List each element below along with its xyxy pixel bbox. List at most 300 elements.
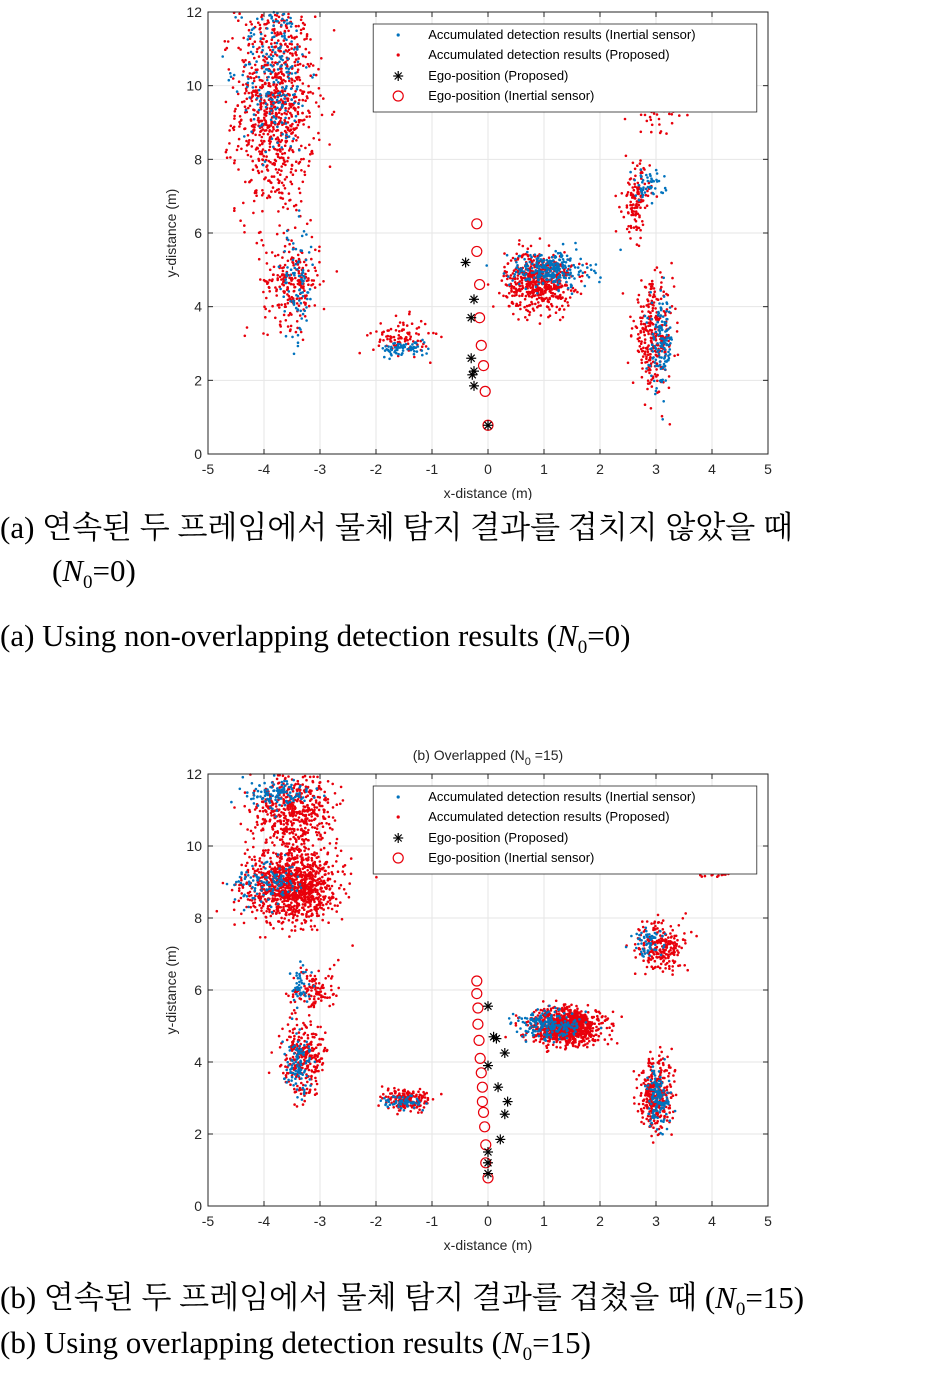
point-proposed — [292, 996, 295, 999]
point-inertial — [285, 71, 288, 74]
point-proposed — [634, 197, 637, 200]
point-proposed — [307, 839, 310, 842]
point-inertial — [280, 95, 283, 98]
point-proposed — [641, 362, 644, 365]
point-inertial — [660, 191, 663, 194]
point-inertial — [268, 112, 271, 115]
point-proposed — [648, 382, 651, 385]
point-proposed — [281, 182, 284, 185]
point-proposed — [335, 898, 338, 901]
point-proposed — [308, 1014, 311, 1017]
point-proposed — [265, 40, 268, 43]
point-proposed — [636, 298, 639, 301]
point-proposed — [268, 194, 271, 197]
point-proposed — [295, 209, 298, 212]
point-proposed — [256, 51, 259, 54]
y-tick-label: 2 — [194, 372, 202, 388]
point-proposed — [296, 788, 299, 791]
point-proposed — [275, 288, 278, 291]
point-proposed — [319, 796, 322, 799]
point-proposed — [270, 124, 273, 127]
point-proposed — [268, 820, 271, 823]
point-proposed — [286, 1057, 289, 1060]
point-proposed — [665, 132, 668, 135]
point-inertial — [283, 13, 286, 16]
point-proposed — [276, 54, 279, 57]
point-proposed — [510, 259, 513, 262]
point-proposed — [252, 139, 255, 142]
point-proposed — [260, 120, 263, 123]
point-inertial — [565, 281, 568, 284]
point-inertial — [525, 267, 528, 270]
point-proposed — [642, 355, 645, 358]
point-proposed — [233, 909, 236, 912]
point-inertial — [309, 288, 312, 291]
point-proposed — [636, 164, 639, 167]
point-proposed — [250, 91, 253, 94]
point-proposed — [632, 162, 635, 165]
point-proposed — [275, 805, 278, 808]
point-proposed — [532, 259, 535, 262]
point-proposed — [627, 225, 630, 228]
point-inertial — [665, 322, 668, 325]
point-proposed — [282, 841, 285, 844]
point-inertial — [302, 271, 305, 274]
point-proposed — [525, 295, 528, 298]
point-proposed — [293, 977, 296, 980]
point-proposed — [294, 808, 297, 811]
point-inertial — [562, 243, 565, 246]
point-proposed — [240, 864, 243, 867]
point-proposed — [277, 129, 280, 132]
point-proposed — [643, 323, 646, 326]
point-proposed — [648, 164, 651, 167]
point-inertial — [662, 277, 665, 280]
point-inertial — [655, 169, 658, 172]
point-proposed — [295, 819, 298, 822]
point-proposed — [277, 188, 280, 191]
point-proposed — [307, 91, 310, 94]
point-inertial — [305, 319, 308, 322]
point-proposed — [330, 989, 333, 992]
point-inertial — [645, 367, 648, 370]
point-inertial — [302, 295, 305, 298]
point-proposed — [313, 870, 316, 873]
point-inertial — [669, 306, 672, 309]
point-proposed — [286, 140, 289, 143]
point-inertial — [553, 262, 556, 265]
point-proposed — [296, 43, 299, 46]
point-proposed — [522, 253, 525, 256]
point-proposed — [324, 870, 327, 873]
point-proposed — [300, 331, 303, 334]
point-proposed — [251, 160, 254, 163]
point-proposed — [440, 336, 443, 339]
point-proposed — [248, 92, 251, 95]
point-proposed — [502, 275, 505, 278]
point-proposed — [274, 96, 277, 99]
point-proposed — [272, 835, 275, 838]
point-proposed — [317, 867, 320, 870]
point-proposed — [320, 890, 323, 893]
point-proposed — [247, 141, 250, 144]
point-proposed — [308, 111, 311, 114]
point-proposed — [276, 894, 279, 897]
point-proposed — [262, 332, 265, 335]
point-proposed — [289, 838, 292, 841]
point-inertial — [272, 102, 275, 105]
point-proposed — [307, 85, 310, 88]
point-proposed — [390, 336, 393, 339]
point-proposed — [658, 118, 661, 121]
point-inertial — [650, 177, 653, 180]
point-proposed — [641, 220, 644, 223]
point-proposed — [263, 854, 266, 857]
point-proposed — [305, 818, 308, 821]
point-proposed — [297, 106, 300, 109]
point-proposed — [293, 1088, 296, 1091]
point-inertial — [582, 272, 585, 275]
point-proposed — [283, 900, 286, 903]
point-proposed — [305, 115, 308, 118]
point-proposed — [505, 283, 508, 286]
point-proposed — [544, 285, 547, 288]
point-proposed — [288, 192, 291, 195]
point-proposed — [284, 815, 287, 818]
point-proposed — [286, 842, 289, 845]
point-proposed — [253, 77, 256, 80]
point-proposed — [258, 134, 261, 137]
point-proposed — [508, 305, 511, 308]
point-proposed — [514, 281, 517, 284]
point-inertial — [584, 285, 587, 288]
point-proposed — [640, 348, 643, 351]
point-proposed — [267, 19, 270, 22]
point-proposed — [250, 894, 253, 897]
point-proposed — [648, 353, 651, 356]
point-inertial — [260, 37, 263, 40]
point-inertial — [247, 38, 250, 41]
point-proposed — [333, 964, 336, 967]
point-inertial — [265, 102, 268, 105]
point-inertial — [276, 126, 279, 129]
point-proposed — [240, 913, 243, 916]
point-proposed — [284, 187, 287, 190]
point-proposed — [319, 906, 322, 909]
point-proposed — [398, 334, 401, 337]
point-proposed — [633, 210, 636, 213]
point-proposed — [319, 894, 322, 897]
point-inertial — [531, 263, 534, 266]
point-proposed — [287, 157, 290, 160]
point-inertial — [638, 199, 641, 202]
point-proposed — [290, 239, 293, 242]
point-inertial — [579, 258, 582, 261]
point-proposed — [432, 332, 435, 335]
point-proposed — [333, 29, 336, 32]
point-inertial — [661, 418, 664, 421]
point-proposed — [315, 801, 318, 804]
point-proposed — [225, 151, 228, 154]
point-proposed — [262, 884, 265, 887]
point-proposed — [301, 874, 304, 877]
point-proposed — [379, 338, 382, 341]
point-proposed — [651, 280, 654, 283]
point-inertial — [247, 35, 250, 38]
point-proposed — [301, 922, 304, 925]
point-proposed — [272, 927, 275, 930]
point-inertial — [647, 180, 650, 183]
point-proposed — [254, 64, 257, 67]
point-inertial — [413, 353, 416, 356]
point-proposed — [306, 35, 309, 38]
point-proposed — [318, 809, 321, 812]
point-inertial — [655, 331, 658, 334]
point-proposed — [310, 853, 313, 856]
point-proposed — [372, 348, 375, 351]
point-proposed — [319, 833, 322, 836]
point-proposed — [281, 843, 284, 846]
point-inertial — [664, 356, 667, 359]
point-proposed — [651, 310, 654, 313]
point-proposed — [318, 261, 321, 264]
point-proposed — [668, 375, 671, 378]
point-proposed — [287, 260, 290, 263]
point-inertial — [271, 32, 274, 35]
point-proposed — [292, 283, 295, 286]
point-proposed — [638, 336, 641, 339]
point-inertial — [515, 266, 518, 269]
point-proposed — [316, 908, 319, 911]
point-proposed — [257, 117, 260, 120]
point-proposed — [514, 278, 517, 281]
point-proposed — [527, 247, 530, 250]
point-proposed — [518, 243, 521, 246]
point-proposed — [256, 48, 259, 51]
point-proposed — [237, 93, 240, 96]
point-inertial — [658, 353, 661, 356]
point-inertial — [400, 353, 403, 356]
point-proposed — [281, 267, 284, 270]
point-proposed — [294, 134, 297, 137]
point-proposed — [328, 996, 331, 999]
point-proposed — [310, 819, 313, 822]
point-inertial — [283, 94, 286, 97]
point-proposed — [298, 820, 301, 823]
point-inertial — [649, 291, 652, 294]
point-inertial — [287, 239, 290, 242]
point-inertial — [530, 256, 533, 259]
point-proposed — [271, 251, 274, 254]
point-proposed — [233, 209, 236, 212]
point-proposed — [234, 110, 237, 113]
point-proposed — [298, 816, 301, 819]
point-proposed — [266, 334, 269, 337]
point-proposed — [270, 915, 273, 918]
point-proposed — [268, 279, 271, 282]
point-inertial — [290, 145, 293, 148]
point-proposed — [294, 1012, 297, 1015]
legend-entry: Ego-position (Inertial sensor) — [428, 88, 594, 103]
point-inertial — [303, 275, 306, 278]
point-proposed — [314, 15, 317, 18]
point-inertial — [382, 347, 385, 350]
point-inertial — [269, 98, 272, 101]
point-proposed — [271, 61, 274, 64]
point-proposed — [294, 925, 297, 928]
point-inertial — [651, 202, 654, 205]
y-tick-label: 12 — [186, 4, 202, 20]
point-inertial — [546, 259, 549, 262]
point-proposed — [265, 155, 268, 158]
point-proposed — [222, 882, 225, 885]
point-proposed — [281, 928, 284, 931]
point-inertial — [598, 281, 601, 284]
point-proposed — [284, 303, 287, 306]
point-inertial — [300, 302, 303, 305]
point-proposed — [649, 324, 652, 327]
point-inertial — [265, 53, 268, 56]
point-proposed — [282, 273, 285, 276]
point-inertial — [571, 292, 574, 295]
point-proposed — [322, 97, 325, 100]
point-inertial — [255, 71, 258, 74]
point-proposed — [315, 897, 318, 900]
point-proposed — [650, 131, 653, 134]
point-proposed — [273, 844, 276, 847]
point-proposed — [307, 863, 310, 866]
point-proposed — [657, 298, 660, 301]
point-proposed — [327, 921, 330, 924]
point-proposed — [309, 792, 312, 795]
point-proposed — [260, 910, 263, 913]
point-proposed — [308, 115, 311, 118]
point-inertial — [240, 16, 243, 19]
point-inertial — [267, 76, 270, 79]
point-proposed — [318, 246, 321, 249]
point-inertial — [516, 264, 519, 267]
point-proposed — [268, 129, 271, 132]
point-inertial — [281, 55, 284, 58]
point-proposed — [234, 108, 237, 111]
point-proposed — [289, 181, 292, 184]
point-proposed — [636, 243, 639, 246]
point-proposed — [300, 843, 303, 846]
point-proposed — [319, 864, 322, 867]
point-inertial — [663, 175, 666, 178]
point-proposed — [291, 140, 294, 143]
point-proposed — [298, 121, 301, 124]
point-proposed — [634, 168, 637, 171]
point-inertial — [297, 341, 300, 344]
point-proposed — [307, 856, 310, 859]
caption-a-korean — [0, 508, 933, 548]
point-proposed — [317, 987, 320, 990]
point-proposed — [312, 137, 315, 140]
point-proposed — [292, 264, 295, 267]
point-proposed — [238, 125, 241, 128]
point-inertial — [656, 350, 659, 353]
point-proposed — [254, 40, 257, 43]
point-inertial — [293, 93, 296, 96]
point-proposed — [298, 279, 301, 282]
point-proposed — [292, 818, 295, 821]
point-inertial — [277, 102, 280, 105]
point-proposed — [302, 1022, 305, 1025]
point-inertial — [252, 46, 255, 49]
point-proposed — [325, 822, 328, 825]
point-proposed — [278, 180, 281, 183]
point-inertial — [296, 268, 299, 271]
point-inertial — [641, 196, 644, 199]
point-proposed — [295, 139, 298, 142]
point-proposed — [299, 89, 302, 92]
point-proposed — [259, 857, 262, 860]
point-inertial — [552, 281, 555, 284]
point-inertial — [296, 88, 299, 91]
point-proposed — [310, 790, 313, 793]
point-proposed — [290, 870, 293, 873]
point-proposed — [242, 84, 245, 87]
point-proposed — [296, 845, 299, 848]
point-inertial — [649, 348, 652, 351]
point-proposed — [322, 996, 325, 999]
point-proposed — [307, 165, 310, 168]
point-proposed — [335, 860, 338, 863]
point-proposed — [250, 118, 253, 121]
point-proposed — [311, 914, 314, 917]
point-proposed — [238, 12, 241, 15]
point-proposed — [271, 278, 274, 281]
point-proposed — [646, 204, 649, 207]
point-inertial — [298, 149, 301, 152]
point-proposed — [311, 859, 314, 862]
point-proposed — [272, 84, 275, 87]
point-proposed — [278, 168, 281, 171]
point-proposed — [282, 163, 285, 166]
point-proposed — [320, 999, 323, 1002]
point-proposed — [306, 911, 309, 914]
point-proposed — [311, 152, 314, 155]
point-proposed — [324, 832, 327, 835]
point-proposed — [516, 277, 519, 280]
point-proposed — [309, 776, 312, 779]
point-inertial — [655, 390, 658, 393]
point-inertial — [569, 271, 572, 274]
point-proposed — [327, 975, 330, 978]
point-proposed — [652, 307, 655, 310]
point-proposed — [312, 64, 315, 67]
point-proposed — [435, 332, 438, 335]
point-proposed — [292, 993, 295, 996]
point-proposed — [279, 815, 282, 818]
point-inertial — [395, 352, 398, 355]
point-proposed — [318, 139, 321, 142]
point-inertial — [644, 191, 647, 194]
point-inertial — [289, 274, 292, 277]
point-inertial — [649, 180, 652, 183]
point-inertial — [514, 258, 517, 261]
point-proposed — [304, 147, 307, 150]
point-inertial — [573, 277, 576, 280]
point-proposed — [258, 860, 261, 863]
point-inertial — [284, 63, 287, 66]
point-inertial — [534, 253, 537, 256]
point-proposed — [310, 868, 313, 871]
point-proposed — [640, 131, 643, 134]
point-proposed — [285, 796, 288, 799]
point-inertial — [666, 334, 669, 337]
